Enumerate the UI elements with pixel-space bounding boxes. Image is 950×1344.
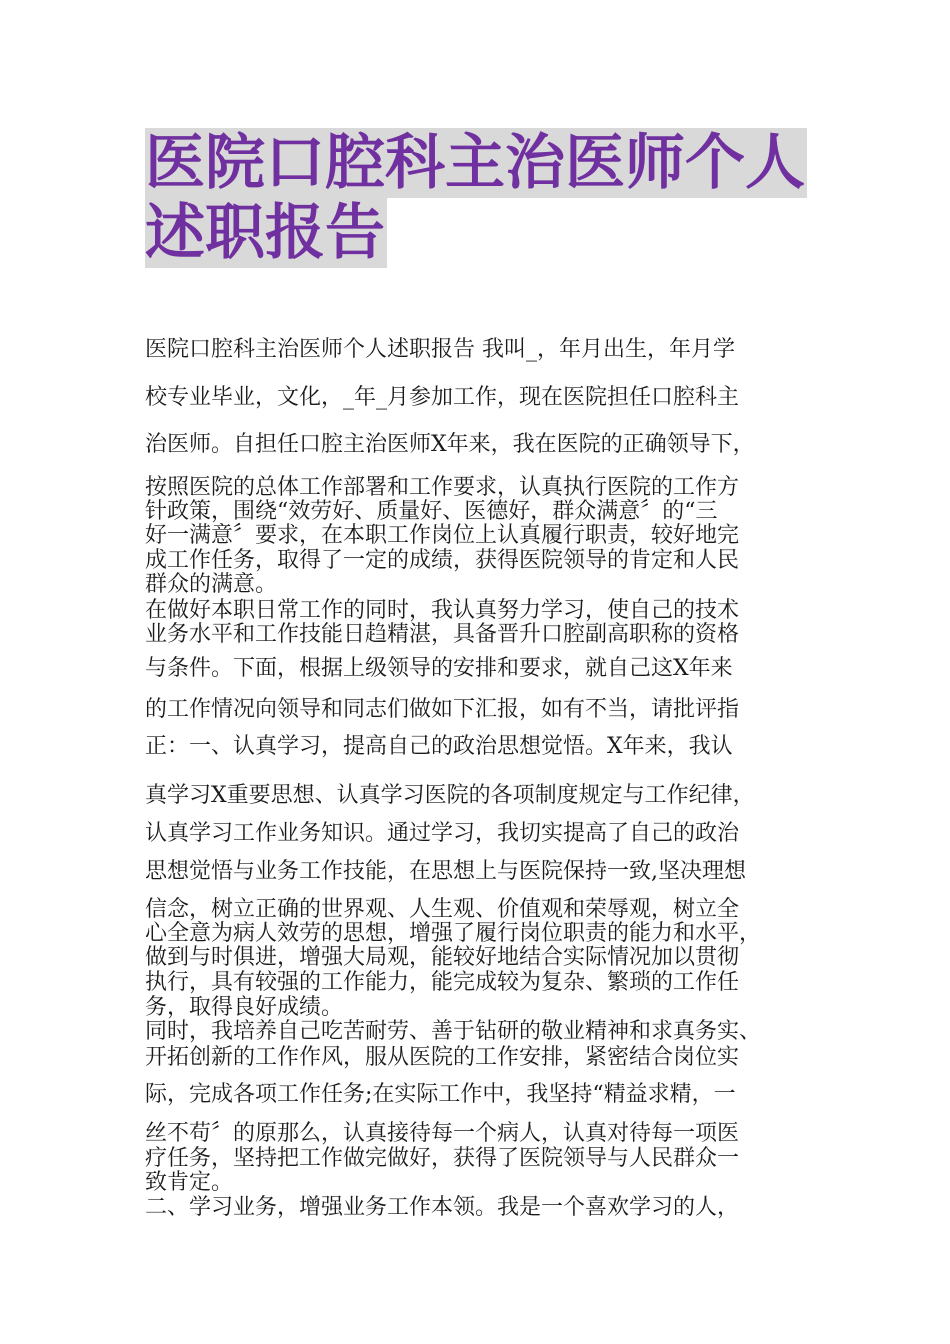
title-line-1: 医院口腔科主治医师个人 [145, 128, 805, 198]
body-line: 针政策，围绕“效劳好、质量好、医德好，群众满意〞的“三 [145, 499, 718, 524]
body-line: 成工作任务，取得了一定的成绩，获得医院领导的肯定和人民 [145, 548, 740, 573]
body-line: 丝不苟〞的原那么，认真接待每一个病人，认真对待每一项医 [145, 1121, 740, 1146]
body-line: 思想觉悟与业务工作技能，在思想上与医院保持一致,坚决理想 [145, 859, 746, 884]
body-line: 在做好本职日常工作的同时，我认真努力学习，使自己的技术 [145, 598, 740, 623]
body-line: 真学习X重要思想、认真学习医院的各项制度规定与工作纪律， [145, 783, 755, 808]
body-line: 致肯定。 [145, 1170, 234, 1195]
body-line: 好一满意〞要求，在本职工作岗位上认真履行职责，较好地完 [145, 523, 740, 548]
body-line: 际，完成各项工作任务;在实际工作中，我坚持“精益求精，一 [145, 1082, 736, 1107]
body-line: 医院口腔科主治医师个人述职报告 我叫_，年月出生，年月学 [145, 337, 735, 362]
title-line-2: 述职报告 [145, 198, 385, 268]
body-line: 二、学习业务，增强业务工作本领。我是一个喜欢学习的人， [145, 1195, 740, 1220]
document-title [145, 128, 825, 268]
body-line: 的工作情况向领导和同志们做如下汇报，如有不当，请批评指 [145, 697, 740, 722]
body-line: 务，取得良好成绩。 [145, 995, 344, 1020]
body-line: 做到与时俱进，增强大局观，能较好地结合实际情况加以贯彻 [145, 945, 740, 970]
body-line: 开拓创新的工作作风，服从医院的工作安排，紧密结合岗位实 [145, 1045, 740, 1070]
body-line: 与条件。下面，根据上级领导的安排和要求，就自己这X年来 [145, 656, 733, 681]
body-line: 正：一、认真学习，提高自己的政治思想觉悟。X年来，我认 [145, 734, 733, 759]
body-line: 信念，树立正确的世界观、人生观、价值观和荣辱观，树立全 [145, 897, 740, 922]
body-line: 执行，具有较强的工作能力，能完成较为复杂、繁琐的工作任 [145, 970, 740, 995]
body-line: 治医师。自担任口腔主治医师X年来，我在医院的正确领导下， [145, 432, 755, 457]
body-line: 心全意为病人效劳的思想，增强了履行岗位职责的能力和水平， [145, 921, 762, 946]
body-line: 业务水平和工作技能日趋精湛，具备晋升口腔副高职称的资格 [145, 622, 740, 647]
body-line: 群众的满意。 [145, 572, 278, 597]
body-line: 疗任务，坚持把工作做完做好，获得了医院领导与人民群众一 [145, 1146, 740, 1171]
body-line: 校专业毕业，文化，_年_月参加工作，现在医院担任口腔科主 [145, 385, 740, 410]
body-line: 按照医院的总体工作部署和工作要求，认真执行医院的工作方 [145, 475, 740, 500]
body-line: 认真学习工作业务知识。通过学习，我切实提高了自己的政治 [145, 821, 740, 846]
body-line: 同时，我培养自己吃苦耐劳、善于钻研的敬业精神和求真务实、 [145, 1019, 762, 1044]
